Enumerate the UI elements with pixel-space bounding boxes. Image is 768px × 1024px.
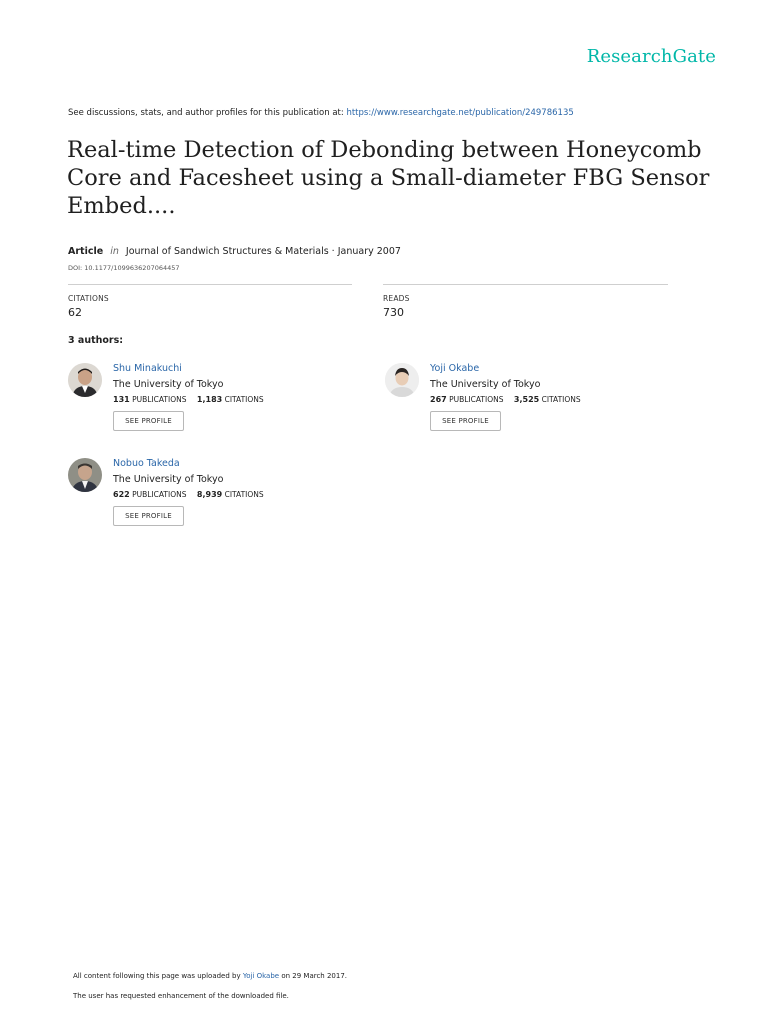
author-stats	[113, 490, 264, 499]
in-word: in	[110, 246, 119, 257]
reads-value: 730	[383, 306, 404, 319]
citations-label: CITATIONS	[541, 395, 581, 404]
avatar-photo-icon	[68, 458, 102, 492]
author-card-okabe	[385, 363, 685, 443]
publication-meta	[68, 246, 401, 257]
publications-label: PUBLICATIONS	[132, 490, 187, 499]
author-institution: The University of Tokyo	[113, 474, 224, 485]
author-stats	[430, 395, 581, 404]
enhancement-notice: The user has requested enhancement of the downloaded file.	[73, 992, 289, 1000]
author-card-minakuchi	[68, 363, 368, 443]
author-name-link[interactable]: Yoji Okabe	[430, 363, 480, 374]
publication-title: Real-time Detection of Debonding between Honeycomb Core and Facesheet using a Small-diameter FBG Sensor Embed....	[67, 137, 710, 219]
discussion-prefix: See discussions, stats, and author profiles for this publication at:	[68, 108, 344, 118]
see-profile-button[interactable]: SEE PROFILE	[113, 411, 184, 431]
divider-citations	[68, 284, 352, 285]
author-avatar[interactable]	[68, 363, 102, 397]
citations-count: 8,939	[196, 490, 223, 499]
citations-count: 1,183	[196, 395, 223, 404]
authors-count: 3 authors:	[68, 335, 124, 346]
citations-label: CITATIONS	[224, 395, 264, 404]
avatar-photo-icon	[68, 363, 102, 397]
citations-count: 3,525	[513, 395, 540, 404]
author-institution: The University of Tokyo	[113, 379, 224, 390]
see-profile-button[interactable]: SEE PROFILE	[430, 411, 501, 431]
author-name-link[interactable]: Shu Minakuchi	[113, 363, 182, 374]
discussion-notice	[68, 108, 574, 118]
uploader-link[interactable]: Yoji Okabe	[242, 972, 280, 980]
journal-date: Journal of Sandwich Structures & Materials · January 2007	[125, 246, 401, 257]
author-stats	[113, 395, 264, 404]
upload-prefix: All content following this page was uploaded by	[73, 972, 241, 980]
author-institution: The University of Tokyo	[430, 379, 541, 390]
upload-notice	[73, 972, 347, 980]
author-card-takeda	[68, 458, 368, 538]
publications-count: 622	[113, 490, 130, 499]
publication-url-link[interactable]: https://www.researchgate.net/publication/249786135	[346, 108, 574, 118]
publications-label: PUBLICATIONS	[449, 395, 504, 404]
publications-label: PUBLICATIONS	[132, 395, 187, 404]
publication-type: Article	[68, 246, 104, 257]
author-avatar[interactable]	[385, 363, 419, 397]
doi-text: DOI: 10.1177/1099636207064457	[68, 264, 180, 272]
upload-suffix: on 29 March 2017.	[281, 972, 348, 980]
publications-count: 131	[113, 395, 130, 404]
divider-reads	[383, 284, 668, 285]
citations-label: CITATIONS	[224, 490, 264, 499]
researchgate-logo[interactable]: ResearchGate	[586, 46, 716, 67]
author-name-link[interactable]: Nobuo Takeda	[113, 458, 180, 469]
avatar-photo-icon	[385, 363, 419, 397]
author-avatar[interactable]	[68, 458, 102, 492]
see-profile-button[interactable]: SEE PROFILE	[113, 506, 184, 526]
reads-label: READS	[383, 294, 410, 303]
publications-count: 267	[430, 395, 447, 404]
citations-label: CITATIONS	[68, 294, 109, 303]
citations-value: 62	[68, 306, 82, 319]
